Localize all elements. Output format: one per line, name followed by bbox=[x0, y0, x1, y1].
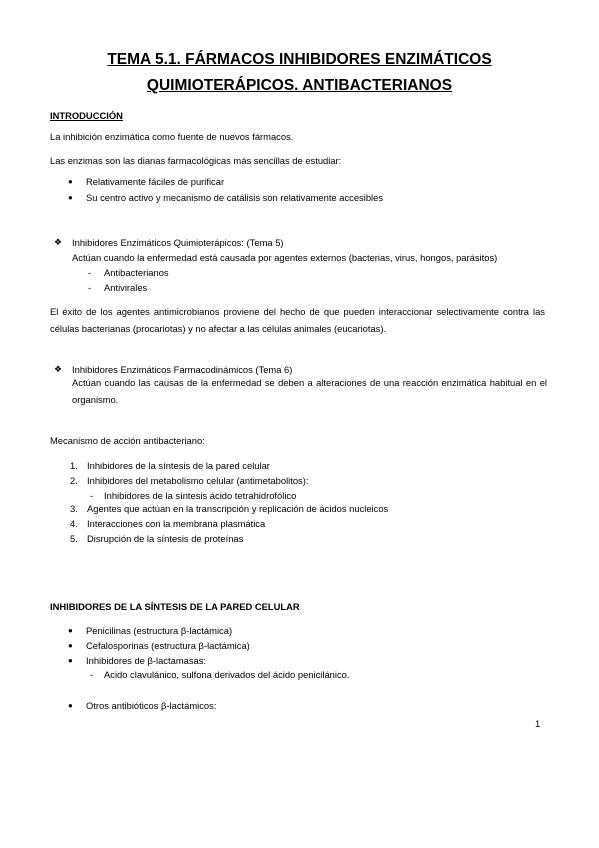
farmaco-title: Inhibidores Enzimáticos Farmacodinámicos (Tema 6) bbox=[72, 364, 293, 375]
list-item: Inhibidores de la síntesis de la pared celular bbox=[87, 460, 270, 471]
bullet-icon: ● bbox=[68, 193, 73, 202]
list-item: Interacciones con la membrana plasmática bbox=[87, 518, 266, 529]
list-item: Su centro activo y mecanismo de catálisis son relativamente accesibles bbox=[86, 192, 384, 203]
list-number: 3. bbox=[70, 503, 78, 514]
bullet-icon: ● bbox=[68, 656, 73, 665]
list-number: 5. bbox=[70, 533, 78, 544]
bullet-icon: ● bbox=[68, 626, 73, 635]
diamond-bullet-icon: ❖ bbox=[54, 364, 63, 374]
list-item: Relativamente fáciles de purificar bbox=[86, 176, 225, 187]
dash-icon: - bbox=[90, 490, 94, 501]
mecanismo-title: Mecanismo de acción antibacteriano: bbox=[50, 435, 205, 446]
list-item: Antivirales bbox=[104, 282, 148, 293]
quimio-text: Actúan cuando la enfermedad está causada por agentes externos (bacterias, virus, hongos, parásitos) bbox=[72, 252, 498, 263]
intro-paragraph-1: La inhibición enzimática como fuente de nuevos fármacos. bbox=[50, 131, 294, 142]
quimio-title: Inhibidores Enzimáticos Quimioterápicos: (Tema 5) bbox=[72, 237, 284, 248]
bullet-icon: ● bbox=[68, 641, 73, 650]
list-subitem: Acido clavulánico, sulfona derivados del ácido penicilánico. bbox=[104, 669, 350, 680]
list-item: Antibacterianos bbox=[104, 267, 169, 278]
dash-icon: - bbox=[88, 282, 92, 293]
list-item: Inhibidores de β-lactamasas: bbox=[86, 655, 207, 666]
pared-heading: INHIBIDORES DE LA SÍNTESIS DE LA PARED CELULAR bbox=[50, 601, 300, 612]
document-title-line1: TEMA 5.1. FÁRMACOS INHIBIDORES ENZIMÁTICOS bbox=[107, 51, 492, 68]
intro-heading: INTRODUCCIÓN bbox=[50, 110, 123, 121]
list-subitem: Inhibidores de la síntesis ácido tetrahidrofólico bbox=[104, 490, 297, 501]
document-title-line2: QUIMIOTERÁPICOS. ANTIBACTERIANOS bbox=[146, 77, 453, 94]
list-number: 4. bbox=[70, 518, 78, 529]
list-item: Penicilinas (estructura β-lactámica) bbox=[86, 625, 233, 636]
list-item: Otros antibióticos β-lactámicos: bbox=[86, 700, 217, 711]
dash-icon: - bbox=[88, 267, 92, 278]
list-number: 2. bbox=[70, 475, 78, 486]
list-item: Inhibidores del metabolismo celular (antimetabolitos): bbox=[87, 475, 309, 486]
bullet-icon: ● bbox=[68, 701, 73, 710]
list-number: 1. bbox=[70, 460, 78, 471]
list-item: Disrupción de la síntesis de proteínas bbox=[87, 533, 244, 544]
dash-icon: - bbox=[90, 669, 94, 680]
farmaco-text: Actúan cuando las causas de la enfermedad se deben a alteraciones de una reacción enzimática habitual en el organismo. bbox=[72, 377, 547, 405]
diamond-bullet-icon: ❖ bbox=[54, 237, 63, 247]
list-item: Cefalosporinas (estructura β-lactámica) bbox=[86, 640, 250, 651]
page-number: 1 bbox=[535, 718, 541, 729]
bullet-icon: ● bbox=[68, 177, 73, 186]
list-item: Agentes que actúan en la transcripción y replicación de ácidos nucleicos bbox=[87, 503, 389, 514]
exito-paragraph: El éxito de los agentes antimicrobianos proviene del hecho de que pueden interaccionar selectivamente contra las células bacterianas (procariotas) y no afectar a las células animales (eucariotas). bbox=[50, 306, 545, 334]
intro-paragraph-2: Las enzimas son las dianas farmacológicas más sencillas de estudiar: bbox=[50, 155, 342, 166]
